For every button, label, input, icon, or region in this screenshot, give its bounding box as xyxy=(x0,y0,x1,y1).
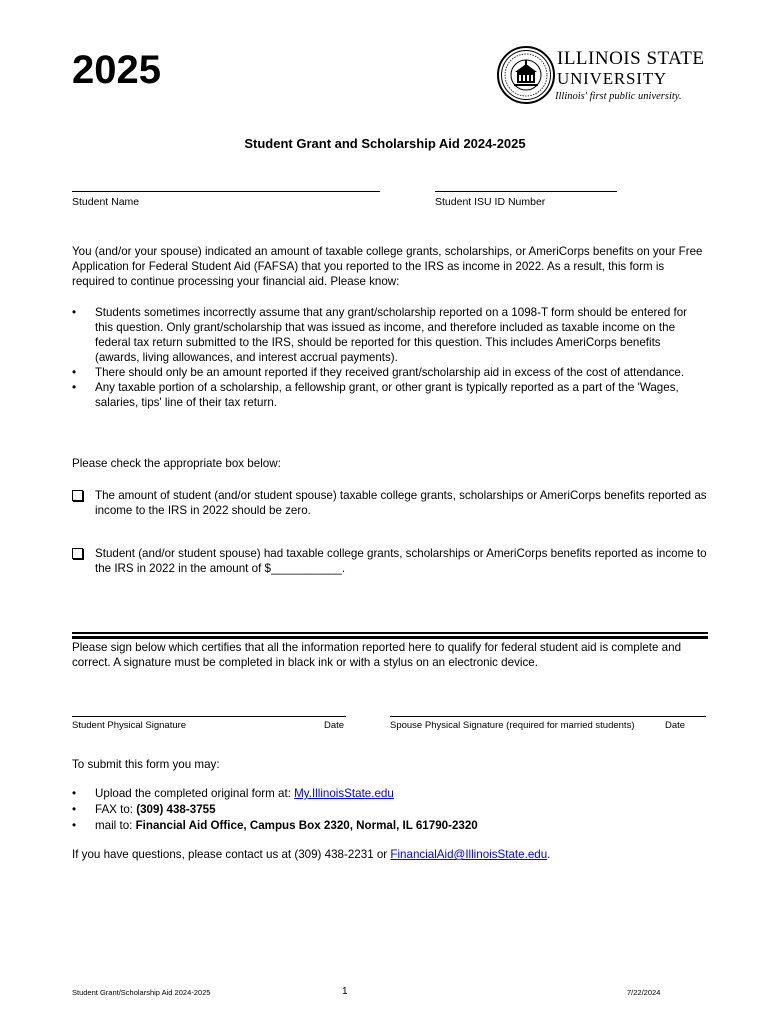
mail-text: mail to: xyxy=(95,819,136,832)
intro-paragraph: You (and/or your spouse) indicated an amount of taxable college grants, scholarships, or AmeriCorps benefits on your Free Application for Federal Student Aid (FAFSA) that you reported to the IRS as income in 2022. As a result, this form is required to continue processing your financial aid. Please know: xyxy=(72,245,703,288)
info-bullet-list xyxy=(72,305,708,410)
bullet-text: There should only be an amount reported if they received grant/scholarship aid in excess of the cost of attendance. xyxy=(95,366,685,379)
checkbox-zero[interactable] xyxy=(72,490,83,501)
spouse-signature-line[interactable] xyxy=(390,716,706,717)
list-item xyxy=(72,365,708,380)
form-title: Student Grant and Scholarship Aid 2024-2025 xyxy=(244,136,526,151)
spouse-signature-label: Spouse Physical Signature (required for married students) xyxy=(390,720,635,731)
page-number: 1 xyxy=(342,986,348,997)
option-zero[interactable] xyxy=(72,488,708,518)
fax-text: FAX to: xyxy=(95,803,137,816)
student-id-line[interactable] xyxy=(435,191,617,192)
checkbox-amount[interactable] xyxy=(72,548,83,559)
footer-form-name: Student Grant/Scholarship Aid 2024-2025 xyxy=(72,988,211,997)
list-item xyxy=(72,818,708,833)
mail-address: Financial Aid Office, Campus Box 2320, Normal, IL 61790-2320 xyxy=(135,819,478,832)
submit-heading: To submit this form you may: xyxy=(72,758,220,771)
contact-paragraph xyxy=(72,847,550,862)
portal-link[interactable]: My.IllinoisState.edu xyxy=(294,787,394,800)
student-signature-label: Student Physical Signature xyxy=(72,720,187,731)
section-divider xyxy=(72,632,708,634)
email-link[interactable]: FinancialAid@IllinoisState.edu xyxy=(390,848,548,861)
check-prompt: Please check the appropriate box below: xyxy=(72,457,281,470)
bullet-icon: • xyxy=(72,787,77,800)
bullet-icon: • xyxy=(72,381,77,394)
student-name-label: Student Name xyxy=(72,196,140,208)
university-seal-icon xyxy=(497,46,555,104)
date-label: Date xyxy=(665,720,686,731)
form-year: 2025 xyxy=(72,48,161,92)
date-label: Date xyxy=(324,720,345,731)
contact-suffix: . xyxy=(547,848,551,861)
bullet-text: Any taxable portion of a scholarship, a fellowship grant, or other grant is typically reported as a part of the 'Wages, salaries, tips' line of their tax return. xyxy=(95,381,679,409)
list-item xyxy=(72,786,708,801)
list-item xyxy=(72,380,708,410)
option-amount[interactable] xyxy=(72,546,708,576)
footer-date: 7/22/2024 xyxy=(627,988,661,997)
bullet-icon: • xyxy=(72,819,77,832)
student-id-label: Student ISU ID Number xyxy=(435,196,546,208)
bullet-icon: • xyxy=(72,306,77,319)
submit-options-list xyxy=(72,786,708,833)
student-signature-line[interactable] xyxy=(72,716,346,717)
student-name-line[interactable] xyxy=(72,191,380,192)
option-zero-text: The amount of student (and/or student spouse) taxable college grants, scholarships or AmeriCorps benefits reported as income to the IRS in 2022 should be zero. xyxy=(95,489,707,517)
contact-text: If you have questions, please contact us at (309) 438-2231 or xyxy=(72,848,391,861)
bullet-icon: • xyxy=(72,366,77,379)
university-logo xyxy=(497,46,712,106)
logo-wordmark-line2: UNIVERSITY xyxy=(557,69,667,88)
list-item xyxy=(72,305,708,365)
list-item xyxy=(72,802,708,817)
option-amount-text: Student (and/or student spouse) had taxable college grants, scholarships or AmeriCorps benefits reported as income to the IRS in 2022 in the amount of $___________. xyxy=(95,547,707,575)
certification-paragraph: Please sign below which certifies that all the information reported here to qualify for federal student aid is complete and correct. A signature must be completed in black ink or with a stylus on an electronic device. xyxy=(72,641,682,669)
bullet-text: Students sometimes incorrectly assume that any grant/scholarship reported on a 1098-T form should be entered for this question. Only grant/scholarship that was issued as income, and therefore included as taxable income on the federal tax return submitted to the IRS, should be reported for this question. This includes AmeriCorps benefits (awards, living allowances, and interest accrual payments). xyxy=(95,306,688,364)
upload-text: Upload the completed original form at: xyxy=(95,787,295,800)
section-divider-thick xyxy=(72,636,708,639)
logo-wordmark-line1: ILLINOIS STATE xyxy=(557,48,705,69)
logo-tagline: Illinois' first public university. xyxy=(555,91,682,102)
bullet-icon: • xyxy=(72,803,77,816)
fax-number: (309) 438-3755 xyxy=(136,803,216,816)
